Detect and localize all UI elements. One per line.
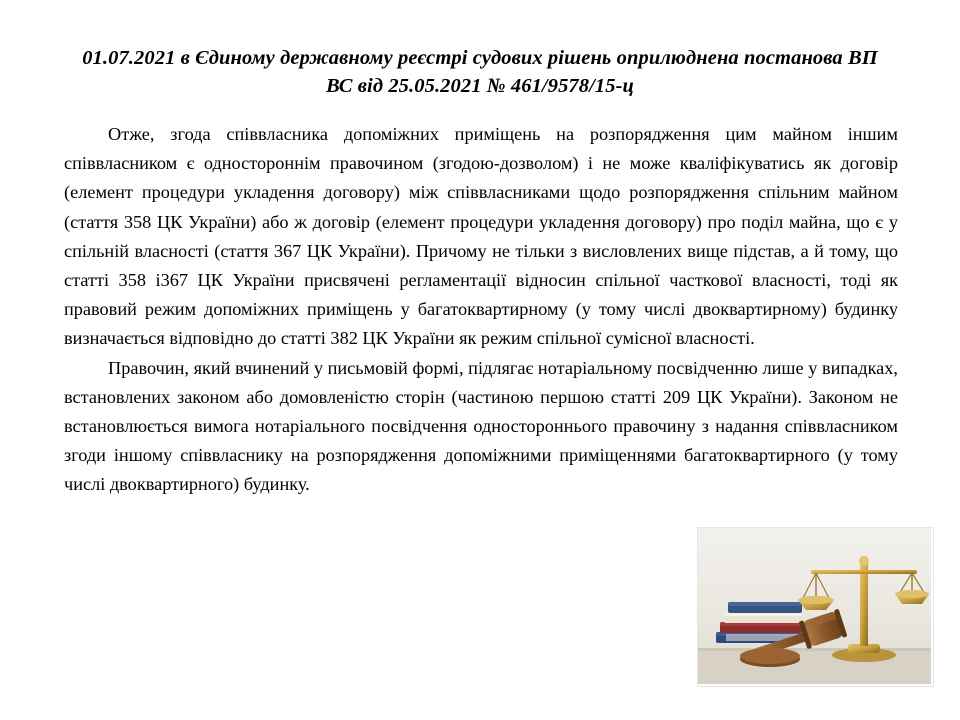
illustration-image xyxy=(697,527,934,687)
document-body xyxy=(64,120,898,500)
justice-scales-gavel-books-icon xyxy=(698,528,931,684)
paragraph-2: Правочин, який вчинений у письмовій формі, підлягає нотаріальному посвідченню лише у випадках, встановлених законом або домовленістю сторін (частиною першою статті 209 ЦК України). Законом не встановлюється вимога нотаріального посвідчення одностороннього правочину з надання співвласником згоди іншому співвласнику на розпорядження допоміжними приміщеннями багатоквартирного (у тому числі двоквартирного) будинку. xyxy=(64,357,898,495)
paragraph-1: Отже, згода співвласника допоміжних приміщень на розпорядження цим майном іншим співвласником є одностороннім правочином (згодою-дозволом) і не може кваліфікуватись як договір (елемент процедури укладення договору) між співвласниками щодо розпорядження спільним майном (стаття 358 ЦК України) або ж договір (елемент процедури укладення договору) про поділ майна, що є у спільній власності (стаття 367 ЦК України). Причому не тільки з висловлених вище підстав, а й тому, що статті 358 і367 ЦК України присвячені регламентації відносин спільної часткової власності, тоді як правовий режим допоміжних приміщень у багатоквартирному (у тому числі двоквартирному) будинку визначається відповідно до статті 382 ЦК України як режим спільної сумісної власності. xyxy=(64,124,898,349)
page-title: 01.07.2021 в Єдиному державному реєстрі судових рішень оприлюднена постанова ВП ВС від 25.05.2021 № 461/9578/15-ц xyxy=(82,47,878,97)
